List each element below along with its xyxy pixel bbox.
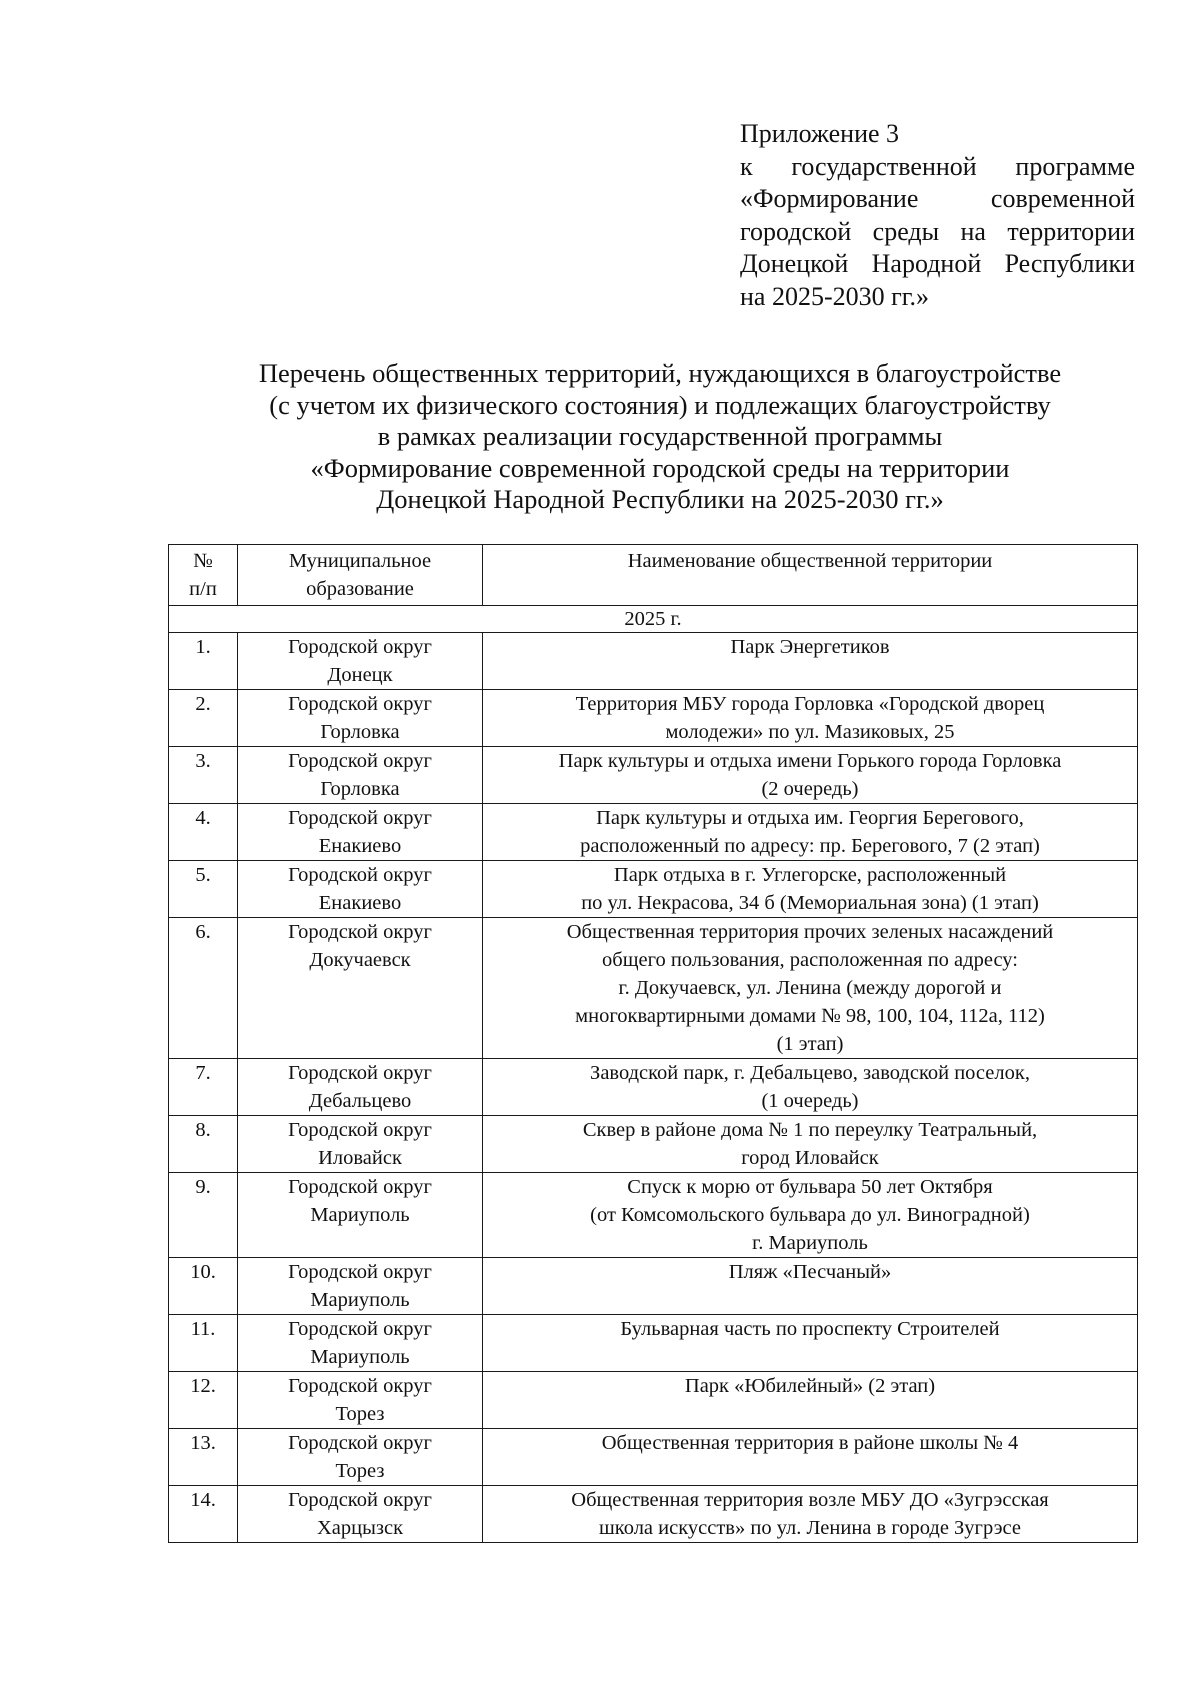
territory-name-line: Парк отдыха в г. Углегорске, расположенный xyxy=(613,864,1007,886)
row-number: 8. xyxy=(169,1116,238,1173)
row-municipality xyxy=(238,804,483,861)
title-line: «Формирование современной городской среды на территории xyxy=(310,452,1010,483)
row-municipality xyxy=(238,1173,483,1258)
row-number: 9. xyxy=(169,1173,238,1258)
table-row xyxy=(169,1486,1138,1543)
table-row xyxy=(169,861,1138,918)
municipality-name: Горловка xyxy=(320,778,400,800)
territory-name-line: город Иловайск xyxy=(741,1147,879,1169)
header-territory xyxy=(483,545,1138,606)
territories-table xyxy=(168,544,1138,1543)
appendix-line: городской среды на территории xyxy=(740,216,1135,246)
territory-name-line: (от Комсомольского бульвара до ул. Виноградной) xyxy=(590,1204,1030,1226)
row-number: 4. xyxy=(169,804,238,861)
appendix-line: «Формирование современной xyxy=(740,184,1135,213)
municipality-type: Городской округ xyxy=(288,1119,432,1141)
title-line: в рамках реализации государственной программы xyxy=(377,421,943,451)
municipality-type: Городской округ xyxy=(288,636,432,658)
territory-name-line: Парк культуры и отдыха им. Георгия Берегового, xyxy=(596,807,1024,829)
municipality-name: Горловка xyxy=(320,721,400,743)
territory-name-line: общего пользования, расположенная по адресу: xyxy=(602,949,1018,971)
row-number: 12. xyxy=(169,1372,238,1429)
row-municipality xyxy=(238,861,483,918)
table-row xyxy=(169,1173,1138,1258)
row-municipality xyxy=(238,1372,483,1429)
header-municipality xyxy=(238,545,483,606)
table-row xyxy=(169,804,1138,861)
row-number: 11. xyxy=(169,1315,238,1372)
municipality-type: Городской округ xyxy=(288,750,432,772)
territory-name-line: Пляж «Песчаный» xyxy=(728,1261,892,1283)
municipality-name: Мариуполь xyxy=(310,1346,410,1368)
row-municipality xyxy=(238,1315,483,1372)
row-municipality xyxy=(238,1258,483,1315)
row-number: 5. xyxy=(169,861,238,918)
year-cell: 2025 г. xyxy=(169,606,1138,633)
row-territory-name xyxy=(483,861,1138,918)
table-header-row xyxy=(169,545,1138,606)
territory-name-line: г. Мариуполь xyxy=(752,1232,868,1254)
appendix-block xyxy=(740,118,1135,313)
table-row xyxy=(169,690,1138,747)
municipality-type: Городской округ xyxy=(288,693,432,715)
municipality-type: Городской округ xyxy=(288,807,432,829)
title-line: (с учетом их физического состояния) и подлежащих благоустройству xyxy=(269,389,1051,420)
territory-name-line: Территория МБУ города Горловка «Городской дворец xyxy=(575,693,1045,715)
territory-name-line: расположенный по адресу: пр. Берегового, 7 (2 этап) xyxy=(580,835,1040,857)
row-number: 6. xyxy=(169,918,238,1059)
territory-name-line: Парк Энергетиков xyxy=(730,636,890,658)
header-territory-label: Наименование общественной территории xyxy=(627,550,993,572)
municipality-name: Докучаевск xyxy=(309,949,411,971)
municipality-type: Городской округ xyxy=(288,1062,432,1084)
table-body xyxy=(169,606,1138,1543)
municipality-name: Енакиево xyxy=(318,892,402,914)
table-row xyxy=(169,747,1138,804)
territory-name-line: Сквер в районе дома № 1 по переулку Театральный, xyxy=(582,1119,1038,1141)
municipality-name: Мариуполь xyxy=(310,1289,410,1311)
row-territory-name xyxy=(483,918,1138,1059)
row-territory-name xyxy=(483,690,1138,747)
table-row xyxy=(169,1372,1138,1429)
year-row xyxy=(169,606,1138,633)
territory-name-line: многоквартирными домами № 98, 100, 104, 112а, 112) xyxy=(575,1005,1045,1027)
municipality-type: Городской округ xyxy=(288,921,432,943)
row-number: 10. xyxy=(169,1258,238,1315)
territory-name-line: Общественная территория в районе школы № 4 xyxy=(601,1432,1019,1454)
territory-name-line: школа искусств» по ул. Ленина в городе Зугрэсе xyxy=(599,1517,1021,1539)
table-row xyxy=(169,918,1138,1059)
municipality-type: Городской округ xyxy=(288,1176,432,1198)
territory-name-line: Общественная территория прочих зеленых насаждений xyxy=(566,921,1054,943)
header-municipality-line: образование xyxy=(306,578,414,600)
row-number: 3. xyxy=(169,747,238,804)
row-number: 1. xyxy=(169,633,238,690)
title-line: Перечень общественных территорий, нуждающихся в благоустройстве xyxy=(258,358,1062,388)
territory-name-line: Заводской парк, г. Дебальцево, заводской поселок, xyxy=(590,1062,1030,1084)
territory-name-line: (1 очередь) xyxy=(761,1090,859,1112)
row-territory-name xyxy=(483,1315,1138,1372)
row-number: 2. xyxy=(169,690,238,747)
table-row xyxy=(169,1116,1138,1173)
municipality-name: Енакиево xyxy=(318,835,402,857)
territory-name-line: Парк культуры и отдыха имени Горького города Горловка xyxy=(558,750,1062,772)
municipality-name: Донецк xyxy=(327,664,393,686)
row-territory-name xyxy=(483,1059,1138,1116)
municipality-type: Городской округ xyxy=(288,864,432,886)
row-municipality xyxy=(238,690,483,747)
row-municipality xyxy=(238,918,483,1059)
appendix-line: Донецкой Народной Республики xyxy=(740,249,1135,278)
row-territory-name xyxy=(483,1258,1138,1315)
row-territory-name xyxy=(483,1173,1138,1258)
row-municipality xyxy=(238,633,483,690)
row-territory-name xyxy=(483,804,1138,861)
row-number: 13. xyxy=(169,1429,238,1486)
municipality-name: Торез xyxy=(335,1460,385,1482)
row-municipality xyxy=(238,1429,483,1486)
row-number: 14. xyxy=(169,1486,238,1543)
header-number xyxy=(169,545,238,606)
row-territory-name xyxy=(483,1116,1138,1173)
table-row xyxy=(169,1059,1138,1116)
row-territory-name xyxy=(483,747,1138,804)
territory-name-line: Спуск к морю от бульвара 50 лет Октября xyxy=(627,1176,993,1198)
appendix-line: к государственной программе xyxy=(740,151,1135,181)
territory-name-line: Бульварная часть по проспекту Строителей xyxy=(620,1318,1000,1340)
appendix-line: на 2025-2030 гг.» xyxy=(740,281,930,311)
territory-name-line: г. Докучаевск, ул. Ленина (между дорогой и xyxy=(618,977,1002,999)
header-number-sign: № xyxy=(193,550,213,572)
territory-name-line: Общественная территория возле МБУ ДО «Зугрэсская xyxy=(571,1489,1049,1511)
municipality-type: Городской округ xyxy=(288,1489,432,1511)
municipality-name: Мариуполь xyxy=(310,1204,410,1226)
row-territory-name xyxy=(483,1486,1138,1543)
municipality-type: Городской округ xyxy=(288,1432,432,1454)
row-number: 7. xyxy=(169,1059,238,1116)
row-territory-name xyxy=(483,633,1138,690)
table-row xyxy=(169,1429,1138,1486)
territory-name-line: молодежи» по ул. Мазиковых, 25 xyxy=(665,721,955,743)
municipality-type: Городской округ xyxy=(288,1261,432,1283)
row-municipality xyxy=(238,1059,483,1116)
row-municipality xyxy=(238,747,483,804)
row-territory-name xyxy=(483,1372,1138,1429)
municipality-type: Городской округ xyxy=(288,1318,432,1340)
territory-name-line: (1 этап) xyxy=(776,1033,844,1055)
territory-name-line: по ул. Некрасова, 34 б (Мемориальная зона) (1 этап) xyxy=(581,892,1039,914)
municipality-name: Харцызск xyxy=(316,1517,404,1539)
municipality-name: Дебальцево xyxy=(308,1090,412,1112)
row-territory-name xyxy=(483,1429,1138,1486)
title-line: Донецкой Народной Республики на 2025-2030 гг.» xyxy=(376,484,944,514)
table-row xyxy=(169,1258,1138,1315)
municipality-type: Городской округ xyxy=(288,1375,432,1397)
appendix-number: Приложение 3 xyxy=(740,119,900,148)
row-municipality xyxy=(238,1116,483,1173)
header-municipality-line: Муниципальное xyxy=(288,550,432,572)
document-title xyxy=(165,358,1155,516)
row-municipality xyxy=(238,1486,483,1543)
territory-name-line: Парк «Юбилейный» (2 этап) xyxy=(684,1375,936,1397)
table-row xyxy=(169,1315,1138,1372)
header-number-abbr: п/п xyxy=(189,578,217,600)
municipality-name: Торез xyxy=(335,1403,385,1425)
municipality-name: Иловайск xyxy=(318,1147,402,1169)
territory-name-line: (2 очередь) xyxy=(761,778,859,800)
table-row xyxy=(169,633,1138,690)
